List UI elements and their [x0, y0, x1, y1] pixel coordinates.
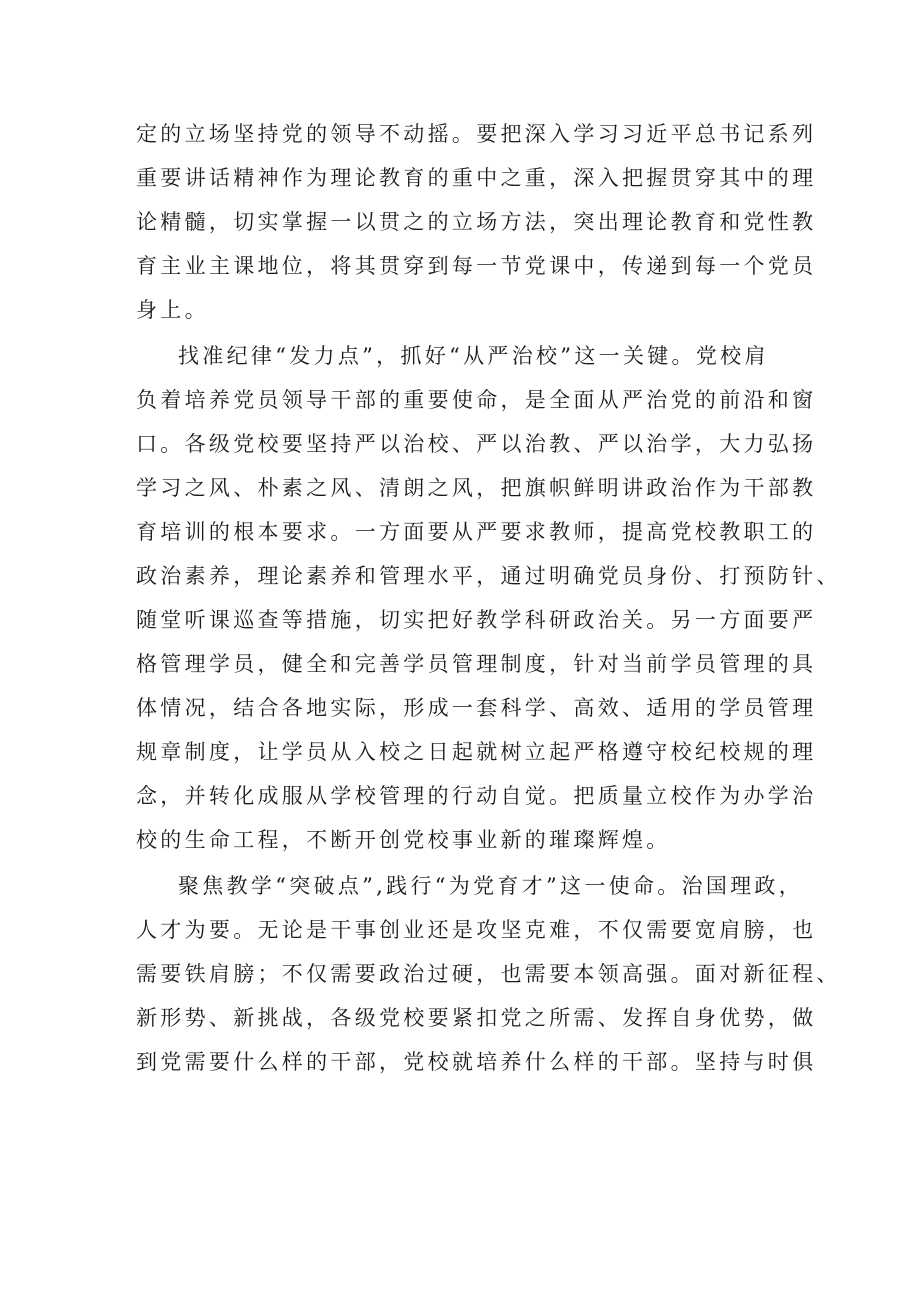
text-line: 规章制度，让学员从入校之日起就树立起严格遵守校纪校规的理 — [136, 740, 817, 764]
text-line: 到党需要什么样的干部，党校就培养什么样的干部。坚持与时俱 — [136, 1050, 817, 1074]
text-line: 体情况，结合各地实际，形成一套科学、高效、适用的学员管理 — [136, 696, 817, 720]
text-line: 人才为要。无论是干事创业还是攻坚克难，不仅需要宽肩膀，也 — [136, 918, 817, 942]
text-line: 新形势、新挑战，各级党校要紧扣党之所需、发挥自身优势，做 — [136, 1006, 817, 1030]
text-line: 需要铁肩膀；不仅需要政治过硬，也需要本领高强。面对新征程、 — [136, 962, 841, 986]
text-line: 负着培养党员领导干部的重要使命，是全面从严治党的前沿和窗 — [136, 388, 817, 412]
paragraph-2 — [136, 334, 841, 862]
text-line: 口。各级党校要坚持严以治校、严以治教、严以治学，大力弘扬 — [136, 432, 817, 456]
text-line: 定的立场坚持党的领导不动摇。要把深入学习习近平总书记系列 — [136, 122, 817, 146]
text-line: 育主业主课地位，将其贯穿到每一节党课中，传递到每一个党员 — [136, 254, 817, 278]
text-line: 育培训的根本要求。一方面要从严要求教师，提高党校教职工的 — [136, 520, 817, 544]
text-line: 随堂听课巡查等措施，切实把好教学科研政治关。另一方面要严 — [136, 608, 817, 632]
text-line: 念，并转化成服从学校管理的行动自觉。把质量立校作为办学治 — [136, 784, 817, 808]
text-line: 聚焦教学“突破点”,践行“为党育才”这一使命。治国理政， — [178, 874, 804, 898]
text-line: 重要讲话精神作为理论教育的重中之重，深入把握贯穿其中的理 — [136, 166, 817, 190]
body-text — [136, 112, 841, 1084]
text-line: 身上。 — [136, 298, 209, 322]
text-line: 学习之风、朴素之风、清朗之风，把旗帜鲜明讲政治作为干部教 — [136, 476, 817, 500]
text-line: 校的生命工程，不断开创党校事业新的璀璨辉煌。 — [136, 828, 671, 852]
text-line: 格管理学员，健全和完善学员管理制度，针对当前学员管理的具 — [136, 652, 817, 676]
paragraph-3 — [136, 864, 841, 1084]
text-line: 找准纪律“发力点”，抓好“从严治校”这一关键。党校肩 — [178, 344, 769, 368]
text-line: 论精髓，切实掌握一以贯之的立场方法，突出理论教育和党性教 — [136, 210, 817, 234]
paragraph-1 — [136, 112, 817, 332]
text-line: 政治素养，理论素养和管理水平，通过明确党员身份、打预防针、 — [136, 564, 841, 588]
